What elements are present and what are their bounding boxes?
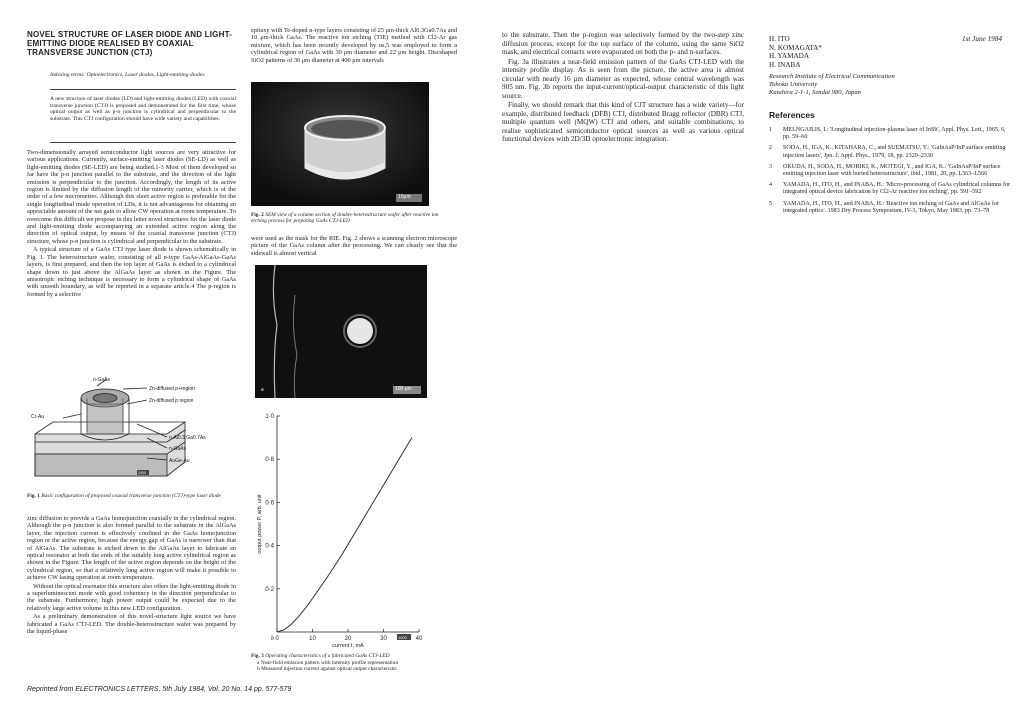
paper-title: NOVEL STRUCTURE OF LASER DIODE AND LIGHT-EMITTING DIODE REALISED BY COAXIAL TRANSVERSE JUNCTION (CTJ) — [27, 30, 233, 57]
affiliation-line: Tohoku University — [769, 80, 818, 88]
figure-3-caption-a: a Near-field emission pattern with intensity profile representation — [257, 659, 399, 666]
author-list — [769, 35, 822, 69]
figure-3a-near-field-photo — [255, 265, 427, 398]
reference-number: 5 — [769, 200, 773, 207]
figure-1-text: Basic configuration of proposed coaxial transverse junction (CTJ)-type laser diode — [41, 493, 221, 499]
reference-item — [769, 127, 1014, 141]
references-list — [769, 127, 1014, 219]
body-column-1-cont — [27, 515, 236, 637]
x-tick-label: 40 — [415, 636, 423, 642]
divider — [50, 142, 236, 143]
figure-3-caption-b: b Measured injection current against optical output characteristic — [257, 666, 397, 673]
figure-3b-chart — [251, 408, 441, 648]
label-n-algaas: n-Al0.3 Ga0.7As — [169, 435, 206, 441]
body-column-3 — [502, 31, 744, 145]
x-axis-label: current I, mA — [332, 643, 364, 648]
figure-3b-label: b — [271, 636, 274, 642]
y-tick-label: 0·2 — [265, 586, 274, 593]
y-tick-label: 0·8 — [265, 457, 274, 464]
body-column-2-top — [251, 27, 457, 65]
reference-text: SODA, H., IGA, K., KITAHARA, C., and SUEMATSU, Y.: 'GaInAsP/InP surface emitting injection lasers', Jpn. J. Appl. Phys., 1979, 18, pp. 2329–2330 — [783, 145, 1006, 159]
reference-item — [769, 201, 1014, 215]
figure-1-schematic — [27, 374, 237, 490]
affiliation-line: Katahira 2-1-1, Sendai 980, Japan — [769, 88, 861, 96]
reference-text: YAMADA, H., ITO, H., and INABA, H.: 'Micro-processing of GaAs cylindrical columns for integrated optical device fabrication by Cl2-Ar reactive ion etching', pp. 591–592 — [783, 182, 1011, 196]
scale-box-label: 1000 — [398, 635, 407, 640]
label-n-gaas-top: n-GaAs — [93, 377, 110, 383]
figure-2-caption — [251, 212, 451, 225]
paragraph: epitaxy with Te-doped n-type layers consisting of 25 μm-thick Al0.3Ga0.7As and 10 μm-thick GaAs. The reactive ion etching (TIE) method with Cl2-Ar gas mixture, which has been recently developed by us,5 was employed to form a cylindrical region of GaAs with 30 μm diameter and 22 μm height. Discshaped SiO2 patterns of 30 μm diameter at 400 μm intervals — [251, 27, 457, 64]
reference-text: YAMADA, H., ITO, H., and INABA, H.: 'Reactive ion etching of GaAs and AlGaAs for integrated optics'. 1983 Dry Process Symposium, IV-3, Tokyo, May 1983, pp. 73–78 — [783, 200, 999, 214]
label-n-gaas: n-GaAs — [169, 446, 186, 452]
reference-number: 4 — [769, 182, 773, 189]
scale-label: 1000 — [138, 471, 146, 475]
submission-date: 1st June 1984 — [962, 35, 1002, 43]
reference-text: MELNGAILIS, I.: 'Longitudinal injection-plasma laser of InSb', Appl. Phys. Lett., 1965, 6, pp. 59–60 — [783, 127, 1006, 141]
reference-item — [769, 164, 1014, 178]
paragraph: A typical structure of a GaAs CTJ type laser diode is shown schematically in Fig. 1. The heterostructure wafer, consisting of all n-type GaAs-AlGaAs-GaAs layers, is first prepared, and then the top layer of GaAs is etched to a cylindrical shape down to just above the AlGaAs layer as shown in the Figure. The anisotropic etching technique is necessary to form a cylindrical shape of GaAs with smooth boundary, as will be reported in a separate article.4 The p-region is formed by a selective — [27, 246, 236, 298]
author: N. KOMAGATA* — [769, 43, 822, 52]
paragraph: Finally, we should remark that this kind of CJT structure has a wide variety—for example, distributed feedback (DFB) CTJ, distributed Bragg reflector (DBR) CTJ, multiple quantum well (MQW) CTJ and others, and suitable combinations, to realise sophisticated semiconductor optical sources as well as various optical functional devices with 2D/3D optoelectronic integration. — [502, 101, 744, 143]
x-tick-label: 20 — [344, 636, 352, 642]
label-cr-au: Cr-Au — [31, 414, 45, 420]
divider — [50, 89, 236, 90]
reference-item — [769, 182, 1014, 196]
label-zn-p: Zn-diffused p region — [149, 398, 194, 404]
affiliation — [769, 73, 895, 96]
paragraph: Two-dimensionally arrayed semiconductor light sources are very attractive for various applications. Currently, surface-emitting laser diodes (SE-LD) as well as light-emitting diodes (SE-LED) are being studied.1-3 Most of them developed so far have the p-n junction parallel to the substrate, and the direction of the light emission is perpendicular to the junction. Accordingly, the length of its active region is limited by the diffusion length of the minority carrier, which is of the order of a few micrometres. Although this short active region is preferable for the single longitudinal mode operation of LDs, it is not advantageous for obtaining an appreciable amount of the net gain to allow CW operation at room temperature. To overcome this difficult we propose in this letter novel structures for the laser diode and light-emitting diode accompanying an extended active region along the direction of optical output, by means of the coaxial transverse junction (CTJ) structure, whose p-n junction is cylindrical and perpendicular to the substrate. — [27, 149, 236, 245]
figure-3a-label: a — [261, 387, 264, 393]
figure-3a-scale: 100 μm — [395, 386, 412, 392]
y-axis-label: output power P, arb. unit — [257, 494, 263, 554]
references-heading: References — [769, 110, 815, 120]
reference-text: OKUDA, H., SODA, H., MORIKI, K., MOTEGI, Y., and IGA, K.: 'GaInAsP/InP surface emitting injection laser with buried heterostructure', ibid., 1981, 20, pp. L563–L566 — [783, 163, 1001, 178]
body-column-1 — [27, 149, 236, 299]
paragraph: Fig. 3a illustrates a near-field emission pattern of the GaAs CTJ-LED with the intensity profile display. As is seen from the picture, the active area is almost circular with nearly 16 μm diameter as expected, whose central wavelength was 905 nm. Fig. 3b reports the input-current/optical-output characteristic of this light source. — [502, 57, 744, 100]
body-column-2-mid — [251, 235, 457, 258]
figure-2-scale: 10μm — [398, 194, 411, 200]
figure-1-caption — [27, 493, 235, 499]
figure-3-number: Fig. 3 — [251, 653, 264, 659]
paragraph: were used as the mask for the RIE. Fig. 2 shows a scanning electron microscope picture of the GaAs column after the processing. We can clearly see that the sidewall is almost vertical — [251, 235, 457, 257]
figure-1-number: Fig. 1 — [27, 493, 40, 499]
reference-number: 3 — [769, 163, 773, 170]
figure-2-number: Fig. 2 — [251, 212, 264, 218]
abstract: A new structure of laser diodes (LD) and light-emitting diodes (LED) with coaxial transverse junction (CTJ) is proposed and demonstrated for the first time, whose optical output as well as p-n junction is cylindrical and perpendicular to the substrate. This CTJ configuration should have wide variety and capabilities. — [50, 96, 236, 122]
reference-number: 1 — [769, 127, 773, 133]
figure-2-sem-photo — [251, 82, 429, 206]
y-tick-label: 1·0 — [265, 414, 274, 420]
footer-citation: Reprinted from ELECTRONICS LETTERS, 5th July 1984, Vol. 20 No. 14 pp. 577-579 — [27, 686, 292, 693]
figure-2-text: SEM view of a column section of double-heterostructure wafer after reactive ion etching process for prepating GaAs CTJ-LED — [251, 212, 439, 225]
paragraph: zinc diffusion to provide a GaAs homojunction coaxially in the cylindrical region. Although the p-n junction is also formed parallel to the substrate in the AlGaAs layer, the injection current is effectively confined in the GaAs homojunction region or the active region, because the energy gap of GaAs is narrower than that of AlGaAs. The substrate is etched down to the AlGaAs layer to fabricate an optical resonator at both the ends of the suitably long active cylindrical region as shown in the Figure. The length of the active region depends on the height of the cylindrical region, so that a relatively long active region will make it possible to achieve CW lasing operation at room temperature. — [27, 515, 236, 582]
figure-3-text: Operating characteristics of a fabricated GaAs CTJ-LED — [265, 653, 390, 659]
paragraph: to the substrate. Then the p-region was selectively formed by the two-step zinc diffusion process, except for the top surface of the column, using the same SiO2 mask, and electrical contacts were evaporated on both the p- and n-surfaces. — [502, 31, 744, 56]
x-tick-label: 30 — [380, 636, 387, 642]
index-terms: Indexing terms: Optoelectronics, Laser diodes, Light-emitting diodes — [50, 72, 205, 78]
y-tick-label: 0·6 — [265, 500, 274, 507]
paragraph: As a preliminary demonstration of this novel-structure light source we have fabricated a GaAs CTJ-LED. The double-heterostructure wafer was prepared by the liquid-phase — [27, 613, 236, 636]
series-line — [277, 438, 412, 632]
figure-3-caption — [251, 653, 461, 673]
label-zn-p-plus: Zn-diffused p+region — [149, 386, 195, 392]
x-tick-label: 10 — [309, 636, 316, 642]
x-tick-label: 0 — [275, 636, 279, 642]
y-tick-label: 0·4 — [265, 543, 274, 550]
reference-number: 2 — [769, 145, 773, 152]
reference-item — [769, 145, 1014, 159]
author: H. ITO — [769, 35, 790, 43]
affiliation-line: Research Institute of Electrical Communication — [769, 73, 895, 80]
paragraph: Without the optical resonator this structure also offers the light-emitting diode in a superluminescent mode with good coherency in the direction perpendicular to the substrate. Furthermore, high power output could be expected due to the relatively large active volume in this new LED configuration. — [27, 582, 237, 612]
label-auge-au: AuGe-Au — [169, 458, 190, 464]
author: H. INABA — [769, 60, 801, 69]
author: H. YAMADA — [769, 52, 810, 61]
